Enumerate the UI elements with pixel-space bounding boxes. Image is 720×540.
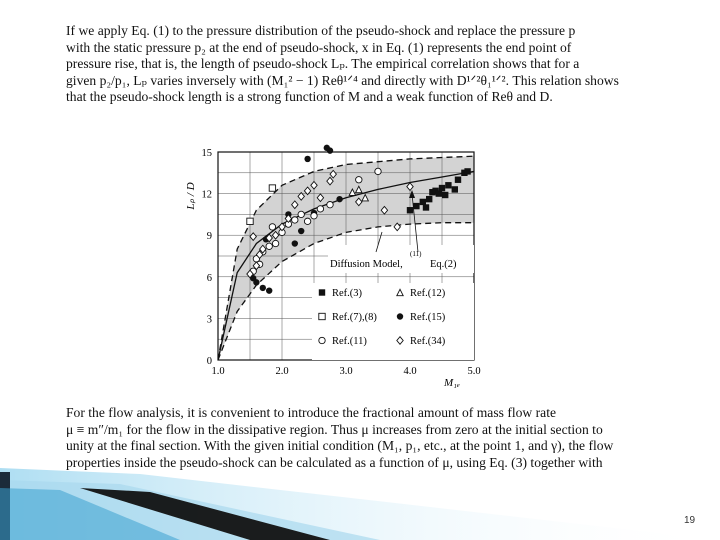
text-line: properties inside the pseudo-shock can be calculated as a function of μ, using Eq. (3) together with	[66, 454, 603, 470]
data-point	[311, 213, 317, 219]
data-point	[269, 185, 275, 191]
legend-label: Ref.(12)	[410, 288, 446, 299]
x-tick-label: 3.0	[339, 366, 353, 377]
x-tick-label: 4.0	[403, 366, 417, 377]
legend-marker	[319, 313, 325, 319]
annotation-superscript: (11)	[410, 250, 422, 258]
data-point	[423, 204, 429, 210]
text-line: that the pseudo-shock length is a strong function of M and a weak function of Reθ and D.	[66, 89, 553, 105]
data-point	[304, 156, 310, 162]
annotation-equation: Eq.(2)	[430, 259, 457, 270]
data-point	[298, 211, 304, 217]
text-line: with the static pressure p₂ at the end of pseudo-shock, x in Eq. (1) represents the end point of	[66, 39, 572, 55]
data-point	[272, 240, 278, 246]
text-line: unity at the final section. With the given initial condition (M₁, p₁, etc., at the point 1, and γ), the flow	[66, 438, 614, 454]
x-tick-label: 5.0	[467, 366, 481, 377]
data-point	[247, 218, 253, 224]
data-point	[413, 203, 419, 209]
data-point	[356, 177, 362, 183]
data-point	[266, 243, 272, 249]
data-point	[420, 199, 426, 205]
data-point	[317, 206, 323, 212]
data-point	[266, 287, 272, 293]
annotation-text: Diffusion Model,	[330, 259, 403, 270]
data-point	[336, 196, 342, 202]
page-number: 19	[684, 515, 696, 526]
legend-label: Ref.(34)	[410, 336, 446, 347]
legend-marker	[319, 337, 325, 343]
data-point	[426, 196, 432, 202]
x-tick-label: 1.0	[211, 366, 225, 377]
x-tick-label: 2.0	[275, 366, 289, 377]
legend-marker	[397, 313, 403, 319]
y-tick-label: 6	[206, 272, 212, 284]
data-point	[442, 192, 448, 198]
data-point	[327, 201, 333, 207]
legend-label: Ref.(3)	[332, 288, 363, 299]
data-point	[445, 182, 451, 188]
slide-swoosh-decoration	[0, 440, 720, 540]
data-point	[269, 224, 275, 230]
cropped-text-line	[66, 397, 714, 405]
data-point	[407, 207, 413, 213]
data-point	[439, 185, 445, 191]
text-line: For the flow analysis, it is convenient to introduce the fractional amount of mass flow rate	[66, 405, 557, 420]
data-point	[327, 147, 333, 153]
text-line: pressure rise, that is, the length of pseudo-shock Lₚ. The empirical correlation shows that for a	[66, 56, 580, 72]
pseudo-shock-length-chart	[180, 140, 510, 390]
legend-marker	[319, 289, 325, 295]
text-line: μ ≡ m″/m₁ for the flow in the dissipative region. Thus μ increases from zero at the initial section to	[66, 421, 603, 437]
x-axis-label: M₁ₑ	[444, 377, 460, 389]
legend-label: Ref.(11)	[332, 336, 367, 347]
chart-legend	[312, 283, 474, 360]
data-point	[304, 218, 310, 224]
y-tick-label: 12	[201, 189, 212, 201]
data-point	[455, 177, 461, 183]
data-point	[436, 190, 442, 196]
data-point	[292, 240, 298, 246]
legend-label: Ref.(7),(8)	[332, 312, 377, 323]
data-point	[375, 168, 381, 174]
data-point	[298, 228, 304, 234]
data-point	[260, 285, 266, 291]
y-axis-label: Lₚ / D	[185, 182, 197, 210]
legend-label: Ref.(15)	[410, 312, 446, 323]
data-point	[292, 217, 298, 223]
y-tick-label: 3	[206, 314, 212, 326]
data-point	[464, 168, 470, 174]
y-tick-label: 15	[201, 148, 212, 159]
text-line: given p₂/p₁, Lₚ varies inversely with (M₁² − 1) Reθ¹ᐟ⁴ and directly with D¹ᐟ²θ₁¹ᐟ². This relation shows	[66, 72, 619, 88]
data-point	[452, 186, 458, 192]
y-tick-label: 0	[206, 356, 212, 367]
text-paragraph-top	[66, 23, 688, 106]
text-line: If we apply Eq. (1) to the pressure distribution of the pseudo-shock and replace the pressure p	[66, 23, 576, 38]
y-tick-label: 9	[206, 231, 212, 243]
